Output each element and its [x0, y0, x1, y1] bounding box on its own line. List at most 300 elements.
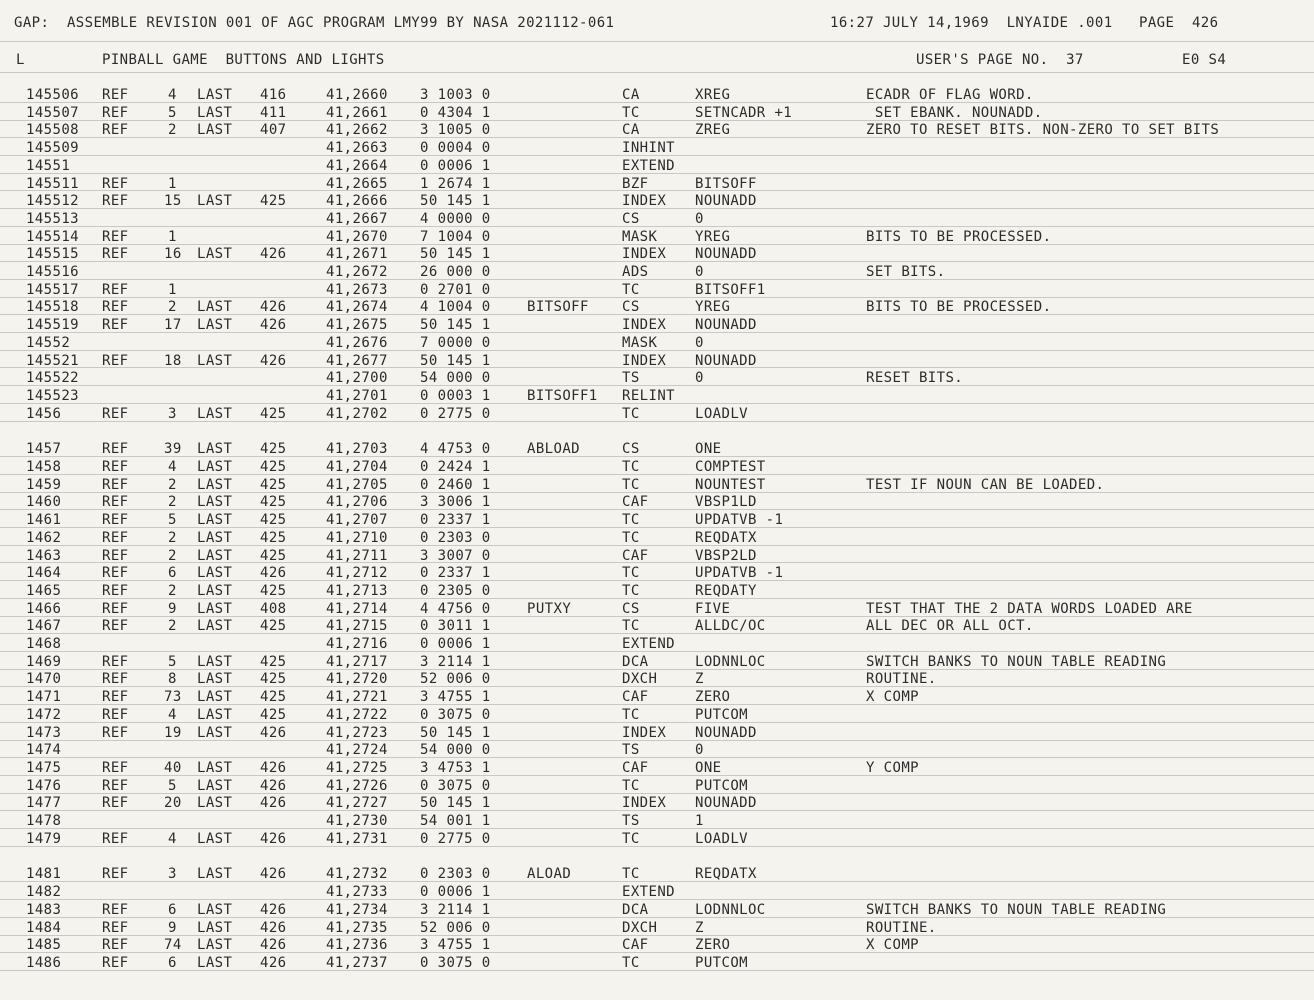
opcode: INDEX	[622, 795, 667, 812]
ref-keyword: REF	[102, 653, 129, 670]
ref-count: 4	[168, 459, 177, 475]
last-keyword: LAST	[197, 600, 233, 617]
header-line-1	[0, 14, 1219, 32]
operand: Z	[695, 671, 704, 688]
ref-keyword: REF	[102, 759, 129, 776]
octal-code: 0 2337 1	[420, 565, 491, 582]
octal-code: 50 145 1	[420, 193, 491, 210]
address: 41,2737	[326, 954, 388, 971]
seq-number: 145513	[26, 210, 79, 227]
last-page: 426	[260, 565, 287, 582]
last-keyword: LAST	[197, 706, 233, 723]
address: 41,2677	[326, 352, 388, 369]
ref-count: 16	[164, 246, 182, 263]
address: 41,2722	[326, 706, 388, 723]
octal-code: 0 2460 1	[420, 476, 491, 493]
ref-keyword: REF	[102, 87, 129, 103]
address: 41,2675	[326, 317, 388, 334]
ref-count: 20	[164, 795, 182, 812]
operand: ONE	[695, 441, 722, 458]
last-page: 426	[260, 937, 287, 954]
address: 41,2704	[326, 459, 388, 475]
comment: ALL DEC OR ALL OCT.	[866, 618, 1034, 635]
octal-code: 0 2775 0	[420, 405, 491, 422]
ref-keyword: REF	[102, 281, 129, 298]
opcode: CAF	[622, 689, 649, 706]
address: 41,2726	[326, 777, 388, 794]
seq-number: 1472	[26, 706, 62, 723]
timestamp-page: 16:27 JULY 14,1969 LNYAIDE .001 PAGE 426	[830, 15, 1219, 31]
seq-number: 145517	[26, 281, 79, 298]
operand: Z	[695, 919, 704, 936]
ref-keyword: REF	[102, 954, 129, 971]
last-keyword: LAST	[197, 954, 233, 971]
operand: XREG	[695, 87, 731, 103]
opcode: INHINT	[622, 140, 675, 157]
opcode: CA	[622, 87, 640, 103]
opcode: BZF	[622, 175, 649, 192]
ref-keyword: REF	[102, 706, 129, 723]
paper-rule	[0, 385, 1314, 386]
seq-number: 1483	[26, 901, 62, 918]
operand: BITSOFF	[695, 175, 757, 192]
operand: ZERO	[695, 689, 731, 706]
seq-number: 145522	[26, 370, 79, 387]
ref-count: 17	[164, 317, 182, 334]
ref-count: 5	[168, 653, 177, 670]
seq-number: 145515	[26, 246, 79, 263]
last-keyword: LAST	[197, 459, 233, 475]
octal-code: 0 0006 1	[420, 636, 491, 652]
last-page: 426	[260, 777, 287, 794]
opcode: INDEX	[622, 724, 667, 741]
ref-count: 40	[164, 759, 182, 776]
octal-code: 50 145 1	[420, 317, 491, 334]
seq-number: 145511	[26, 175, 79, 192]
operand: ZREG	[695, 122, 731, 139]
operand: NOUNADD	[695, 193, 757, 210]
last-page: 426	[260, 759, 287, 776]
last-page: 411	[260, 104, 287, 121]
octal-code: 0 0004 0	[420, 140, 491, 157]
octal-code: 3 4755 1	[420, 937, 491, 954]
last-page: 426	[260, 299, 287, 316]
opcode: TS	[622, 370, 640, 387]
address: 41,2673	[326, 281, 388, 298]
seq-number: 145518	[26, 299, 79, 316]
ref-count: 6	[168, 565, 177, 582]
ref-count: 2	[168, 618, 177, 635]
last-page: 425	[260, 193, 287, 210]
octal-code: 54 000 0	[420, 370, 491, 387]
last-page: 425	[260, 405, 287, 422]
user-page-no: USER'S PAGE NO. 37	[916, 52, 1084, 68]
seq-number: 1465	[26, 582, 62, 599]
seq-number: 1457	[26, 441, 62, 458]
last-keyword: LAST	[197, 830, 233, 847]
opcode: CA	[622, 122, 640, 139]
header-l: L	[16, 52, 25, 68]
comment: SET EBANK. NOUNADD.	[866, 104, 1043, 121]
ref-count: 2	[168, 122, 177, 139]
ref-keyword: REF	[102, 441, 129, 458]
octal-code: 52 006 0	[420, 671, 491, 688]
operand: NOUNADD	[695, 724, 757, 741]
octal-code: 0 3075 0	[420, 777, 491, 794]
address: 41,2701	[326, 387, 388, 404]
seq-number: 1469	[26, 653, 62, 670]
last-keyword: LAST	[197, 795, 233, 812]
ref-count: 2	[168, 494, 177, 511]
address: 41,2713	[326, 582, 388, 599]
opcode: TC	[622, 954, 640, 971]
last-keyword: LAST	[197, 671, 233, 688]
octal-code: 0 2303 0	[420, 529, 491, 546]
ref-count: 1	[168, 281, 177, 298]
seq-number: 145514	[26, 228, 79, 245]
seq-number: 1470	[26, 671, 62, 688]
octal-code: 54 001 1	[420, 813, 491, 829]
seq-number: 145516	[26, 264, 79, 280]
address: 41,2707	[326, 512, 388, 529]
operand: ONE	[695, 759, 722, 776]
octal-code: 7 0000 0	[420, 334, 491, 351]
ref-count: 18	[164, 352, 182, 369]
last-keyword: LAST	[197, 618, 233, 635]
ref-count: 39	[164, 441, 182, 458]
last-page: 408	[260, 600, 287, 617]
ref-keyword: REF	[102, 937, 129, 954]
seq-number: 1477	[26, 795, 62, 812]
seq-number: 14551	[26, 157, 71, 174]
octal-code: 0 2701 0	[420, 281, 491, 298]
address: 41,2672	[326, 264, 388, 280]
operand: 0	[695, 210, 704, 227]
octal-code: 54 000 0	[420, 742, 491, 759]
address: 41,2716	[326, 636, 388, 652]
asm-label: BITSOFF1	[527, 387, 598, 404]
opcode: TC	[622, 830, 640, 847]
last-keyword: LAST	[197, 689, 233, 706]
opcode: TC	[622, 582, 640, 599]
octal-code: 1 2674 1	[420, 175, 491, 192]
last-keyword: LAST	[197, 299, 233, 316]
ref-keyword: REF	[102, 565, 129, 582]
last-keyword: LAST	[197, 777, 233, 794]
address: 41,2661	[326, 104, 388, 121]
opcode: TC	[622, 565, 640, 582]
seq-number: 1485	[26, 937, 62, 954]
last-keyword: LAST	[197, 565, 233, 582]
operand: 0	[695, 370, 704, 387]
operand: PUTCOM	[695, 954, 748, 971]
octal-code: 0 3075 0	[420, 954, 491, 971]
ref-count: 6	[168, 954, 177, 971]
address: 41,2731	[326, 830, 388, 847]
last-keyword: LAST	[197, 653, 233, 670]
comment: ROUTINE.	[866, 919, 937, 936]
ref-keyword: REF	[102, 830, 129, 847]
opcode: EXTEND	[622, 636, 675, 652]
opcode: RELINT	[622, 387, 675, 404]
last-page: 426	[260, 246, 287, 263]
comment: ECADR OF FLAG WORD.	[866, 87, 1034, 103]
octal-code: 50 145 1	[420, 352, 491, 369]
last-page: 425	[260, 671, 287, 688]
ref-keyword: REF	[102, 618, 129, 635]
octal-code: 0 2305 0	[420, 582, 491, 599]
operand: ALLDC/OC	[695, 618, 766, 635]
operand: NOUNADD	[695, 246, 757, 263]
last-page: 425	[260, 441, 287, 458]
ref-keyword: REF	[102, 919, 129, 936]
opcode: TC	[622, 281, 640, 298]
octal-code: 26 000 0	[420, 264, 491, 280]
last-page: 426	[260, 901, 287, 918]
operand: YREG	[695, 299, 731, 316]
ref-keyword: REF	[102, 352, 129, 369]
last-keyword: LAST	[197, 87, 233, 103]
last-keyword: LAST	[197, 547, 233, 564]
last-page: 425	[260, 459, 287, 475]
address: 41,2734	[326, 901, 388, 918]
octal-code: 3 4753 1	[420, 759, 491, 776]
paper-rule	[0, 757, 1314, 758]
comment: SWITCH BANKS TO NOUN TABLE READING	[866, 901, 1167, 918]
seq-number: 1456	[26, 405, 62, 422]
octal-code: 0 0006 1	[420, 157, 491, 174]
opcode: TC	[622, 476, 640, 493]
asm-label: ALOAD	[527, 866, 572, 883]
address: 41,2664	[326, 157, 388, 174]
last-page: 426	[260, 724, 287, 741]
address: 41,2717	[326, 653, 388, 670]
last-page: 425	[260, 653, 287, 670]
address: 41,2712	[326, 565, 388, 582]
last-keyword: LAST	[197, 759, 233, 776]
ref-count: 2	[168, 529, 177, 546]
comment: BITS TO BE PROCESSED.	[866, 299, 1052, 316]
ref-keyword: REF	[102, 122, 129, 139]
operand: SETNCADR +1	[695, 104, 793, 121]
ref-keyword: REF	[102, 777, 129, 794]
last-page: 426	[260, 866, 287, 883]
ref-count: 9	[168, 919, 177, 936]
last-keyword: LAST	[197, 529, 233, 546]
address: 41,2711	[326, 547, 388, 564]
octal-code: 3 3006 1	[420, 494, 491, 511]
ref-count: 9	[168, 600, 177, 617]
ref-keyword: REF	[102, 866, 129, 883]
ref-keyword: REF	[102, 193, 129, 210]
octal-code: 3 1005 0	[420, 122, 491, 139]
opcode: TC	[622, 512, 640, 529]
address: 41,2667	[326, 210, 388, 227]
ref-count: 2	[168, 299, 177, 316]
last-keyword: LAST	[197, 405, 233, 422]
operand: LOADLV	[695, 830, 748, 847]
ref-keyword: REF	[102, 512, 129, 529]
last-keyword: LAST	[197, 104, 233, 121]
octal-code: 0 3011 1	[420, 618, 491, 635]
paper-rule	[0, 41, 1314, 42]
ref-count: 6	[168, 901, 177, 918]
ref-keyword: REF	[102, 104, 129, 121]
operand: LOADLV	[695, 405, 748, 422]
seq-number: 1482	[26, 884, 62, 901]
last-keyword: LAST	[197, 512, 233, 529]
opcode: TS	[622, 813, 640, 829]
opcode: CS	[622, 600, 640, 617]
seq-number: 1476	[26, 777, 62, 794]
seq-number: 1458	[26, 459, 62, 475]
operand: NOUNADD	[695, 795, 757, 812]
address: 41,2702	[326, 405, 388, 422]
address: 41,2723	[326, 724, 388, 741]
operand: REQDATX	[695, 529, 757, 546]
opcode: MASK	[622, 228, 658, 245]
octal-code: 0 0003 1	[420, 387, 491, 404]
eo-s4: E0 S4	[1182, 52, 1227, 68]
seq-number: 145523	[26, 387, 79, 404]
address: 41,2727	[326, 795, 388, 812]
opcode: DCA	[622, 901, 649, 918]
ref-keyword: REF	[102, 317, 129, 334]
seq-number: 1462	[26, 529, 62, 546]
operand: VBSP1LD	[695, 494, 757, 511]
octal-code: 0 2775 0	[420, 830, 491, 847]
operand: 0	[695, 334, 704, 351]
last-keyword: LAST	[197, 317, 233, 334]
ref-count: 2	[168, 547, 177, 564]
comment: TEST THAT THE 2 DATA WORDS LOADED ARE	[866, 600, 1193, 617]
address: 41,2715	[326, 618, 388, 635]
seq-number: 145509	[26, 140, 79, 157]
ref-count: 3	[168, 866, 177, 883]
opcode: DXCH	[622, 671, 658, 688]
seq-number: 145506	[26, 87, 79, 103]
comment: ROUTINE.	[866, 671, 937, 688]
paper-rule	[0, 190, 1314, 191]
seq-number: 1484	[26, 919, 62, 936]
seq-number: 1486	[26, 954, 62, 971]
comment: X COMP	[866, 937, 919, 954]
last-page: 416	[260, 87, 287, 103]
opcode: INDEX	[622, 246, 667, 263]
address: 41,2720	[326, 671, 388, 688]
seq-number: 145507	[26, 104, 79, 121]
paper-rule	[0, 279, 1314, 280]
seq-number: 1466	[26, 600, 62, 617]
operand: BITSOFF1	[695, 281, 766, 298]
operand: LODNNLOC	[695, 901, 766, 918]
operand: YREG	[695, 228, 731, 245]
opcode: TS	[622, 742, 640, 759]
last-page: 425	[260, 512, 287, 529]
address: 41,2724	[326, 742, 388, 759]
ref-keyword: REF	[102, 299, 129, 316]
address: 41,2705	[326, 476, 388, 493]
ref-keyword: REF	[102, 246, 129, 263]
ref-count: 2	[168, 476, 177, 493]
ref-keyword: REF	[102, 228, 129, 245]
operand: ZERO	[695, 937, 731, 954]
octal-code: 52 006 0	[420, 919, 491, 936]
comment: Y COMP	[866, 759, 919, 776]
address: 41,2703	[326, 441, 388, 458]
comment: SWITCH BANKS TO NOUN TABLE READING	[866, 653, 1167, 670]
last-keyword: LAST	[197, 193, 233, 210]
opcode: CAF	[622, 759, 649, 776]
octal-code: 0 0006 1	[420, 884, 491, 901]
opcode: INDEX	[622, 193, 667, 210]
last-keyword: LAST	[197, 866, 233, 883]
octal-code: 0 2337 1	[420, 512, 491, 529]
octal-code: 3 2114 1	[420, 901, 491, 918]
last-page: 425	[260, 494, 287, 511]
last-page: 425	[260, 547, 287, 564]
operand: REQDATX	[695, 866, 757, 883]
last-page: 425	[260, 476, 287, 493]
seq-number: 1474	[26, 742, 62, 759]
last-page: 426	[260, 795, 287, 812]
octal-code: 0 4304 1	[420, 104, 491, 121]
opcode: TC	[622, 104, 640, 121]
opcode: TC	[622, 777, 640, 794]
comment: TEST IF NOUN CAN BE LOADED.	[866, 476, 1105, 493]
last-page: 425	[260, 618, 287, 635]
last-keyword: LAST	[197, 582, 233, 599]
address: 41,2665	[326, 175, 388, 192]
comment: SET BITS.	[866, 264, 946, 280]
address: 41,2700	[326, 370, 388, 387]
seq-number: 145512	[26, 193, 79, 210]
operand: PUTCOM	[695, 706, 748, 723]
opcode: INDEX	[622, 352, 667, 369]
operand: PUTCOM	[695, 777, 748, 794]
last-page: 425	[260, 582, 287, 599]
opcode: CAF	[622, 937, 649, 954]
operand: UPDATVB -1	[695, 512, 784, 529]
operand: NOUNADD	[695, 352, 757, 369]
last-keyword: LAST	[197, 937, 233, 954]
octal-code: 0 2424 1	[420, 459, 491, 475]
operand: FIVE	[695, 600, 731, 617]
address: 41,2662	[326, 122, 388, 139]
last-page: 426	[260, 954, 287, 971]
seq-number: 1464	[26, 565, 62, 582]
ref-count: 4	[168, 706, 177, 723]
ref-count: 74	[164, 937, 182, 954]
opcode: CAF	[622, 547, 649, 564]
address: 41,2676	[326, 334, 388, 351]
comment: X COMP	[866, 689, 919, 706]
opcode: CS	[622, 441, 640, 458]
last-keyword: LAST	[197, 919, 233, 936]
ref-keyword: REF	[102, 689, 129, 706]
octal-code: 3 3007 0	[420, 547, 491, 564]
ref-keyword: REF	[102, 459, 129, 475]
last-page: 426	[260, 317, 287, 334]
address: 41,2706	[326, 494, 388, 511]
comment: RESET BITS.	[866, 370, 964, 387]
address: 41,2736	[326, 937, 388, 954]
last-keyword: LAST	[197, 122, 233, 139]
ref-keyword: REF	[102, 901, 129, 918]
seq-number: 1481	[26, 866, 62, 883]
ref-keyword: REF	[102, 175, 129, 192]
opcode: EXTEND	[622, 157, 675, 174]
